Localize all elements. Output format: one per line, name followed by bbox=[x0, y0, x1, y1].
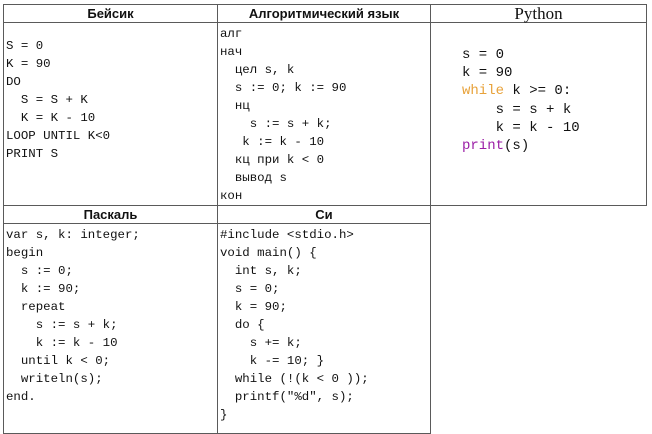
code-line: LOOP UNTIL K<0 bbox=[6, 129, 111, 143]
code-line: printf("%d", s); bbox=[220, 390, 354, 404]
code-line: k >= 0: bbox=[504, 83, 572, 100]
c-code-cell bbox=[218, 224, 431, 434]
code-line: нач bbox=[220, 45, 243, 59]
header-pascal: Паскаль bbox=[4, 206, 218, 224]
code-line: K = K - 10 bbox=[6, 111, 96, 125]
code-line: s := 0; k := 90 bbox=[220, 81, 347, 95]
code-line: алг bbox=[220, 27, 243, 41]
code-line: k := 90; bbox=[6, 282, 81, 296]
python-code-cell bbox=[431, 23, 647, 206]
code-line: k := k - 10 bbox=[6, 336, 118, 350]
pascal-code-cell bbox=[4, 224, 218, 434]
pascal-code bbox=[4, 224, 217, 406]
python-code bbox=[462, 46, 652, 155]
basic-code-cell bbox=[4, 23, 218, 206]
code-line: int s, k; bbox=[220, 264, 302, 278]
code-line: (s) bbox=[504, 138, 530, 155]
code-line: end. bbox=[6, 390, 36, 404]
code-line: k := k - 10 bbox=[220, 135, 325, 149]
header-python: Python bbox=[431, 5, 647, 23]
print-function: print bbox=[462, 138, 505, 155]
code-line: #include <stdio.h> bbox=[220, 228, 354, 242]
code-line: writeln(s); bbox=[6, 372, 103, 386]
code-line: begin bbox=[6, 246, 44, 260]
code-line: k = 90; bbox=[220, 300, 287, 314]
program-comparison-table bbox=[3, 4, 647, 434]
code-line: s := s + k; bbox=[220, 117, 332, 131]
code-line: цел s, k bbox=[220, 63, 295, 77]
code-line: кц при k < 0 bbox=[220, 153, 325, 167]
c-code bbox=[218, 224, 430, 424]
header-algorithmic: Алгоритмический язык bbox=[218, 5, 431, 23]
code-line: k = 90 bbox=[462, 65, 513, 82]
code-line: кон bbox=[220, 189, 243, 203]
algo-code-cell bbox=[218, 23, 431, 206]
code-line: вывод s bbox=[220, 171, 287, 185]
code-line: s = s + k bbox=[462, 101, 572, 118]
code-line: S = 0 bbox=[6, 39, 44, 53]
code-line: repeat bbox=[6, 300, 66, 314]
basic-code bbox=[4, 23, 217, 163]
code-line: s := 0; bbox=[6, 264, 73, 278]
code-line: do { bbox=[220, 318, 265, 332]
code-line: k = k - 10 bbox=[462, 119, 580, 136]
code-line: void main() { bbox=[220, 246, 317, 260]
empty-cell bbox=[431, 206, 647, 434]
algo-code bbox=[218, 23, 430, 205]
header-c: Си bbox=[218, 206, 431, 224]
header-basic: Бейсик bbox=[4, 5, 218, 23]
code-line: нц bbox=[220, 99, 250, 113]
code-line: DO bbox=[6, 75, 21, 89]
code-line: while (!(k < 0 )); bbox=[220, 372, 369, 386]
code-line: } bbox=[220, 408, 228, 422]
code-line: k -= 10; } bbox=[220, 354, 325, 368]
code-line: s += k; bbox=[220, 336, 302, 350]
code-line: var s, k: integer; bbox=[6, 228, 140, 242]
code-line: PRINT S bbox=[6, 147, 59, 161]
code-line: until k < 0; bbox=[6, 354, 111, 368]
code-line: s := s + k; bbox=[6, 318, 118, 332]
while-keyword: while bbox=[462, 83, 505, 100]
code-line: s = 0 bbox=[462, 47, 505, 63]
code-line: s = 0; bbox=[220, 282, 280, 296]
code-line: K = 90 bbox=[6, 57, 51, 71]
code-line: S = S + K bbox=[6, 93, 88, 107]
